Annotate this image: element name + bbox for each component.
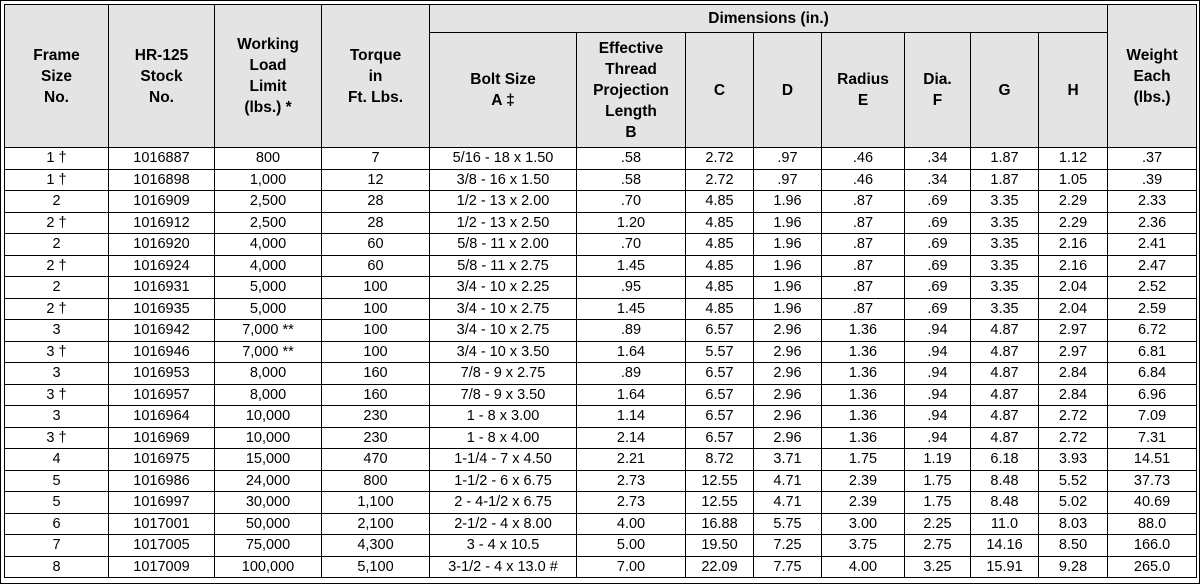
cell-dim-h: 2.97: [1039, 341, 1108, 363]
header-torque: Torque in Ft. Lbs.: [322, 5, 430, 148]
table-row: [5, 449, 1197, 471]
cell-torque: 4,300: [322, 535, 430, 557]
cell-thread-projection: .70: [577, 191, 686, 213]
cell-dim-g: 3.35: [971, 255, 1039, 277]
cell-dim-c: 12.55: [686, 470, 754, 492]
cell-dim-h: 3.93: [1039, 449, 1108, 471]
cell-torque: 230: [322, 427, 430, 449]
cell-torque: 100: [322, 298, 430, 320]
cell-frame-size: 2: [5, 234, 109, 256]
cell-bolt-size: 3/4 - 10 x 2.25: [430, 277, 577, 299]
cell-dim-d: 1.96: [754, 298, 822, 320]
table-row: [5, 320, 1197, 342]
cell-frame-size: 4: [5, 449, 109, 471]
header-stock-no: HR-125 Stock No.: [109, 5, 215, 148]
cell-weight: 6.81: [1108, 341, 1197, 363]
cell-dim-g: 14.16: [971, 535, 1039, 557]
cell-thread-projection: .89: [577, 320, 686, 342]
cell-dim-c: 6.57: [686, 406, 754, 428]
table-row: [5, 556, 1197, 578]
cell-dim-d: .97: [754, 169, 822, 191]
cell-dim-d: 5.75: [754, 513, 822, 535]
header-d: D: [754, 33, 822, 148]
cell-dim-h: 8.50: [1039, 535, 1108, 557]
cell-bolt-size: 2-1/2 - 4 x 8.00: [430, 513, 577, 535]
cell-frame-size: 3 †: [5, 341, 109, 363]
cell-thread-projection: 1.45: [577, 298, 686, 320]
cell-thread-projection: .70: [577, 234, 686, 256]
cell-dim-h: 2.04: [1039, 298, 1108, 320]
cell-frame-size: 3: [5, 406, 109, 428]
cell-dim-h: 2.16: [1039, 255, 1108, 277]
table-row: [5, 234, 1197, 256]
cell-dim-d: 4.71: [754, 492, 822, 514]
cell-frame-size: 8: [5, 556, 109, 578]
cell-torque: 1,100: [322, 492, 430, 514]
cell-working-load-limit: 50,000: [215, 513, 322, 535]
cell-stock-no: 1017001: [109, 513, 215, 535]
cell-dim-h: 1.05: [1039, 169, 1108, 191]
cell-radius-e: 2.39: [822, 492, 905, 514]
cell-weight: 166.0: [1108, 535, 1197, 557]
cell-dim-c: 6.57: [686, 384, 754, 406]
specifications-table: [4, 4, 1197, 578]
cell-thread-projection: 4.00: [577, 513, 686, 535]
cell-dia-f: .34: [905, 169, 971, 191]
cell-frame-size: 5: [5, 470, 109, 492]
cell-dia-f: 2.25: [905, 513, 971, 535]
cell-dim-g: 3.35: [971, 212, 1039, 234]
cell-dim-g: 11.0: [971, 513, 1039, 535]
cell-dia-f: 2.75: [905, 535, 971, 557]
table-row: [5, 148, 1197, 170]
cell-weight: 7.31: [1108, 427, 1197, 449]
cell-dim-d: .97: [754, 148, 822, 170]
cell-working-load-limit: 1,000: [215, 169, 322, 191]
table-row: [5, 255, 1197, 277]
cell-stock-no: 1016931: [109, 277, 215, 299]
cell-dim-g: 6.18: [971, 449, 1039, 471]
cell-dia-f: .34: [905, 148, 971, 170]
cell-torque: 28: [322, 212, 430, 234]
cell-dia-f: .69: [905, 212, 971, 234]
header-g: G: [971, 33, 1039, 148]
cell-weight: 7.09: [1108, 406, 1197, 428]
cell-dim-c: 4.85: [686, 298, 754, 320]
cell-dia-f: .94: [905, 384, 971, 406]
cell-weight: 2.52: [1108, 277, 1197, 299]
cell-dim-c: 6.57: [686, 320, 754, 342]
cell-stock-no: 1016898: [109, 169, 215, 191]
cell-thread-projection: 1.20: [577, 212, 686, 234]
header-dia: Dia. F: [905, 33, 971, 148]
cell-dim-g: 4.87: [971, 406, 1039, 428]
cell-weight: 2.33: [1108, 191, 1197, 213]
cell-torque: 60: [322, 255, 430, 277]
cell-dim-d: 1.96: [754, 191, 822, 213]
cell-dia-f: 1.75: [905, 492, 971, 514]
cell-weight: 6.84: [1108, 363, 1197, 385]
cell-weight: 2.41: [1108, 234, 1197, 256]
cell-torque: 100: [322, 341, 430, 363]
cell-radius-e: 1.36: [822, 320, 905, 342]
cell-bolt-size: 1 - 8 x 3.00: [430, 406, 577, 428]
cell-working-load-limit: 30,000: [215, 492, 322, 514]
cell-weight: 2.47: [1108, 255, 1197, 277]
table-row: [5, 212, 1197, 234]
cell-radius-e: .87: [822, 255, 905, 277]
cell-radius-e: 1.36: [822, 384, 905, 406]
cell-dim-d: 1.96: [754, 255, 822, 277]
cell-bolt-size: 7/8 - 9 x 2.75: [430, 363, 577, 385]
cell-stock-no: 1016920: [109, 234, 215, 256]
cell-frame-size: 2: [5, 277, 109, 299]
cell-frame-size: 3 †: [5, 427, 109, 449]
cell-radius-e: 1.36: [822, 363, 905, 385]
cell-frame-size: 6: [5, 513, 109, 535]
table-row: [5, 513, 1197, 535]
cell-bolt-size: 1/2 - 13 x 2.50: [430, 212, 577, 234]
cell-dim-g: 3.35: [971, 191, 1039, 213]
cell-stock-no: 1016912: [109, 212, 215, 234]
cell-bolt-size: 3/8 - 16 x 1.50: [430, 169, 577, 191]
cell-weight: 6.96: [1108, 384, 1197, 406]
cell-bolt-size: 3-1/2 - 4 x 13.0 #: [430, 556, 577, 578]
cell-working-load-limit: 24,000: [215, 470, 322, 492]
cell-working-load-limit: 75,000: [215, 535, 322, 557]
cell-bolt-size: 3 - 4 x 10.5: [430, 535, 577, 557]
cell-bolt-size: 3/4 - 10 x 2.75: [430, 298, 577, 320]
header-thread-projection: Effective Thread Projection Length B: [577, 33, 686, 148]
cell-frame-size: 3: [5, 320, 109, 342]
cell-radius-e: .46: [822, 169, 905, 191]
cell-thread-projection: 2.73: [577, 470, 686, 492]
table-body: [5, 148, 1197, 578]
header-dimensions: Dimensions (in.): [430, 5, 1108, 33]
cell-radius-e: 2.39: [822, 470, 905, 492]
cell-working-load-limit: 800: [215, 148, 322, 170]
cell-bolt-size: 5/8 - 11 x 2.75: [430, 255, 577, 277]
cell-dim-c: 8.72: [686, 449, 754, 471]
cell-bolt-size: 1-1/2 - 6 x 6.75: [430, 470, 577, 492]
cell-frame-size: 2: [5, 191, 109, 213]
cell-radius-e: 4.00: [822, 556, 905, 578]
cell-frame-size: 5: [5, 492, 109, 514]
cell-thread-projection: 1.45: [577, 255, 686, 277]
cell-stock-no: 1016935: [109, 298, 215, 320]
table-row: [5, 384, 1197, 406]
cell-bolt-size: 7/8 - 9 x 3.50: [430, 384, 577, 406]
cell-dim-h: 2.72: [1039, 406, 1108, 428]
cell-stock-no: 1017005: [109, 535, 215, 557]
table-row: [5, 427, 1197, 449]
cell-stock-no: 1016953: [109, 363, 215, 385]
cell-dia-f: .69: [905, 277, 971, 299]
cell-stock-no: 1016946: [109, 341, 215, 363]
cell-dim-c: 2.72: [686, 148, 754, 170]
cell-dia-f: 3.25: [905, 556, 971, 578]
cell-dim-g: 1.87: [971, 169, 1039, 191]
cell-dim-d: 2.96: [754, 427, 822, 449]
header-weight: Weight Each (lbs.): [1108, 5, 1197, 148]
cell-dim-c: 4.85: [686, 255, 754, 277]
cell-radius-e: .46: [822, 148, 905, 170]
cell-working-load-limit: 4,000: [215, 234, 322, 256]
cell-stock-no: 1016975: [109, 449, 215, 471]
cell-thread-projection: .58: [577, 169, 686, 191]
cell-stock-no: 1016924: [109, 255, 215, 277]
cell-working-load-limit: 10,000: [215, 427, 322, 449]
cell-stock-no: 1016969: [109, 427, 215, 449]
cell-working-load-limit: 7,000 **: [215, 320, 322, 342]
table-row: [5, 169, 1197, 191]
cell-dim-g: 1.87: [971, 148, 1039, 170]
cell-thread-projection: 2.73: [577, 492, 686, 514]
cell-frame-size: 7: [5, 535, 109, 557]
cell-dim-g: 15.91: [971, 556, 1039, 578]
cell-dia-f: 1.75: [905, 470, 971, 492]
cell-frame-size: 1 †: [5, 169, 109, 191]
table-row: [5, 191, 1197, 213]
cell-dim-g: 8.48: [971, 492, 1039, 514]
cell-stock-no: 1016957: [109, 384, 215, 406]
cell-stock-no: 1016986: [109, 470, 215, 492]
table-row: [5, 492, 1197, 514]
cell-stock-no: 1016997: [109, 492, 215, 514]
header-c: C: [686, 33, 754, 148]
cell-dim-h: 2.16: [1039, 234, 1108, 256]
cell-dia-f: .94: [905, 406, 971, 428]
cell-torque: 470: [322, 449, 430, 471]
cell-dim-g: 3.35: [971, 234, 1039, 256]
table-row: [5, 535, 1197, 557]
cell-dim-c: 6.57: [686, 363, 754, 385]
cell-dim-g: 4.87: [971, 363, 1039, 385]
cell-working-load-limit: 2,500: [215, 212, 322, 234]
cell-dim-c: 4.85: [686, 277, 754, 299]
header-working-load-limit: Working Load Limit (lbs.) *: [215, 5, 322, 148]
cell-frame-size: 3: [5, 363, 109, 385]
cell-dim-d: 7.25: [754, 535, 822, 557]
cell-dia-f: .69: [905, 298, 971, 320]
cell-dim-d: 7.75: [754, 556, 822, 578]
cell-radius-e: 1.36: [822, 427, 905, 449]
cell-stock-no: 1016887: [109, 148, 215, 170]
cell-stock-no: 1016964: [109, 406, 215, 428]
cell-dim-h: 2.72: [1039, 427, 1108, 449]
cell-radius-e: .87: [822, 212, 905, 234]
cell-thread-projection: 2.14: [577, 427, 686, 449]
cell-bolt-size: 1/2 - 13 x 2.00: [430, 191, 577, 213]
cell-dia-f: .94: [905, 320, 971, 342]
cell-bolt-size: 3/4 - 10 x 2.75: [430, 320, 577, 342]
cell-dim-h: 8.03: [1039, 513, 1108, 535]
cell-dim-g: 3.35: [971, 277, 1039, 299]
cell-stock-no: 1016909: [109, 191, 215, 213]
cell-thread-projection: 7.00: [577, 556, 686, 578]
cell-weight: 265.0: [1108, 556, 1197, 578]
cell-dim-g: 3.35: [971, 298, 1039, 320]
cell-working-load-limit: 2,500: [215, 191, 322, 213]
cell-dia-f: 1.19: [905, 449, 971, 471]
cell-bolt-size: 1 - 8 x 4.00: [430, 427, 577, 449]
cell-thread-projection: 2.21: [577, 449, 686, 471]
cell-working-load-limit: 15,000: [215, 449, 322, 471]
cell-torque: 230: [322, 406, 430, 428]
cell-frame-size: 1 †: [5, 148, 109, 170]
cell-dim-c: 4.85: [686, 212, 754, 234]
cell-weight: .39: [1108, 169, 1197, 191]
cell-dim-d: 2.96: [754, 363, 822, 385]
cell-radius-e: 3.00: [822, 513, 905, 535]
cell-weight: 2.59: [1108, 298, 1197, 320]
header-h: H: [1039, 33, 1108, 148]
cell-torque: 800: [322, 470, 430, 492]
cell-weight: 2.36: [1108, 212, 1197, 234]
cell-torque: 28: [322, 191, 430, 213]
cell-dia-f: .69: [905, 255, 971, 277]
cell-dim-h: 5.52: [1039, 470, 1108, 492]
cell-thread-projection: 1.64: [577, 341, 686, 363]
cell-dim-c: 2.72: [686, 169, 754, 191]
cell-dim-d: 3.71: [754, 449, 822, 471]
cell-dim-d: 1.96: [754, 234, 822, 256]
cell-bolt-size: 2 - 4-1/2 x 6.75: [430, 492, 577, 514]
table-row: [5, 470, 1197, 492]
cell-dim-g: 4.87: [971, 341, 1039, 363]
cell-radius-e: 1.36: [822, 341, 905, 363]
cell-weight: .37: [1108, 148, 1197, 170]
cell-torque: 160: [322, 363, 430, 385]
cell-thread-projection: 5.00: [577, 535, 686, 557]
cell-dim-c: 4.85: [686, 191, 754, 213]
cell-dim-d: 2.96: [754, 320, 822, 342]
cell-frame-size: 3 †: [5, 384, 109, 406]
cell-weight: 6.72: [1108, 320, 1197, 342]
cell-dim-d: 2.96: [754, 406, 822, 428]
cell-working-load-limit: 5,000: [215, 277, 322, 299]
table-row: [5, 341, 1197, 363]
cell-stock-no: 1016942: [109, 320, 215, 342]
cell-dim-c: 5.57: [686, 341, 754, 363]
cell-dim-c: 19.50: [686, 535, 754, 557]
cell-dim-h: 2.84: [1039, 384, 1108, 406]
cell-dim-c: 6.57: [686, 427, 754, 449]
cell-dim-c: 22.09: [686, 556, 754, 578]
cell-radius-e: .87: [822, 277, 905, 299]
cell-thread-projection: .89: [577, 363, 686, 385]
cell-dim-h: 5.02: [1039, 492, 1108, 514]
cell-working-load-limit: 8,000: [215, 384, 322, 406]
cell-weight: 37.73: [1108, 470, 1197, 492]
cell-thread-projection: .95: [577, 277, 686, 299]
cell-radius-e: .87: [822, 298, 905, 320]
cell-frame-size: 2 †: [5, 212, 109, 234]
cell-working-load-limit: 8,000: [215, 363, 322, 385]
cell-torque: 12: [322, 169, 430, 191]
cell-dim-h: 2.84: [1039, 363, 1108, 385]
cell-torque: 160: [322, 384, 430, 406]
cell-dim-h: 2.29: [1039, 191, 1108, 213]
cell-torque: 5,100: [322, 556, 430, 578]
cell-thread-projection: 1.14: [577, 406, 686, 428]
cell-thread-projection: 1.64: [577, 384, 686, 406]
cell-bolt-size: 5/8 - 11 x 2.00: [430, 234, 577, 256]
table-row: [5, 406, 1197, 428]
cell-dim-g: 4.87: [971, 320, 1039, 342]
cell-dim-h: 2.97: [1039, 320, 1108, 342]
cell-dia-f: .94: [905, 341, 971, 363]
cell-radius-e: 1.36: [822, 406, 905, 428]
cell-torque: 7: [322, 148, 430, 170]
cell-dim-g: 4.87: [971, 384, 1039, 406]
cell-working-load-limit: 5,000: [215, 298, 322, 320]
cell-bolt-size: 5/16 - 18 x 1.50: [430, 148, 577, 170]
cell-weight: 88.0: [1108, 513, 1197, 535]
cell-radius-e: .87: [822, 191, 905, 213]
cell-dim-h: 2.04: [1039, 277, 1108, 299]
table-row: [5, 363, 1197, 385]
cell-radius-e: .87: [822, 234, 905, 256]
header-bolt-size: Bolt Size A ‡: [430, 33, 577, 148]
table-row: [5, 277, 1197, 299]
cell-dim-c: 12.55: [686, 492, 754, 514]
cell-dia-f: .69: [905, 234, 971, 256]
cell-bolt-size: 3/4 - 10 x 3.50: [430, 341, 577, 363]
cell-frame-size: 2 †: [5, 298, 109, 320]
cell-bolt-size: 1-1/4 - 7 x 4.50: [430, 449, 577, 471]
cell-radius-e: 3.75: [822, 535, 905, 557]
cell-dim-h: 2.29: [1039, 212, 1108, 234]
cell-dim-g: 8.48: [971, 470, 1039, 492]
cell-radius-e: 1.75: [822, 449, 905, 471]
cell-dim-d: 4.71: [754, 470, 822, 492]
table-header: [5, 5, 1197, 148]
cell-torque: 100: [322, 277, 430, 299]
cell-dim-d: 2.96: [754, 341, 822, 363]
cell-torque: 100: [322, 320, 430, 342]
cell-weight: 40.69: [1108, 492, 1197, 514]
cell-dia-f: .94: [905, 363, 971, 385]
cell-working-load-limit: 7,000 **: [215, 341, 322, 363]
cell-weight: 14.51: [1108, 449, 1197, 471]
cell-working-load-limit: 4,000: [215, 255, 322, 277]
header-frame-size: Frame Size No.: [5, 5, 109, 148]
cell-dim-h: 9.28: [1039, 556, 1108, 578]
cell-thread-projection: .58: [577, 148, 686, 170]
cell-stock-no: 1017009: [109, 556, 215, 578]
cell-frame-size: 2 †: [5, 255, 109, 277]
cell-working-load-limit: 10,000: [215, 406, 322, 428]
cell-dim-h: 1.12: [1039, 148, 1108, 170]
cell-dim-c: 16.88: [686, 513, 754, 535]
cell-dim-d: 2.96: [754, 384, 822, 406]
cell-torque: 60: [322, 234, 430, 256]
cell-torque: 2,100: [322, 513, 430, 535]
cell-dim-d: 1.96: [754, 277, 822, 299]
header-radius: Radius E: [822, 33, 905, 148]
cell-dia-f: .69: [905, 191, 971, 213]
cell-dim-c: 4.85: [686, 234, 754, 256]
cell-working-load-limit: 100,000: [215, 556, 322, 578]
cell-dim-d: 1.96: [754, 212, 822, 234]
cell-dia-f: .94: [905, 427, 971, 449]
table-row: [5, 298, 1197, 320]
cell-dim-g: 4.87: [971, 427, 1039, 449]
